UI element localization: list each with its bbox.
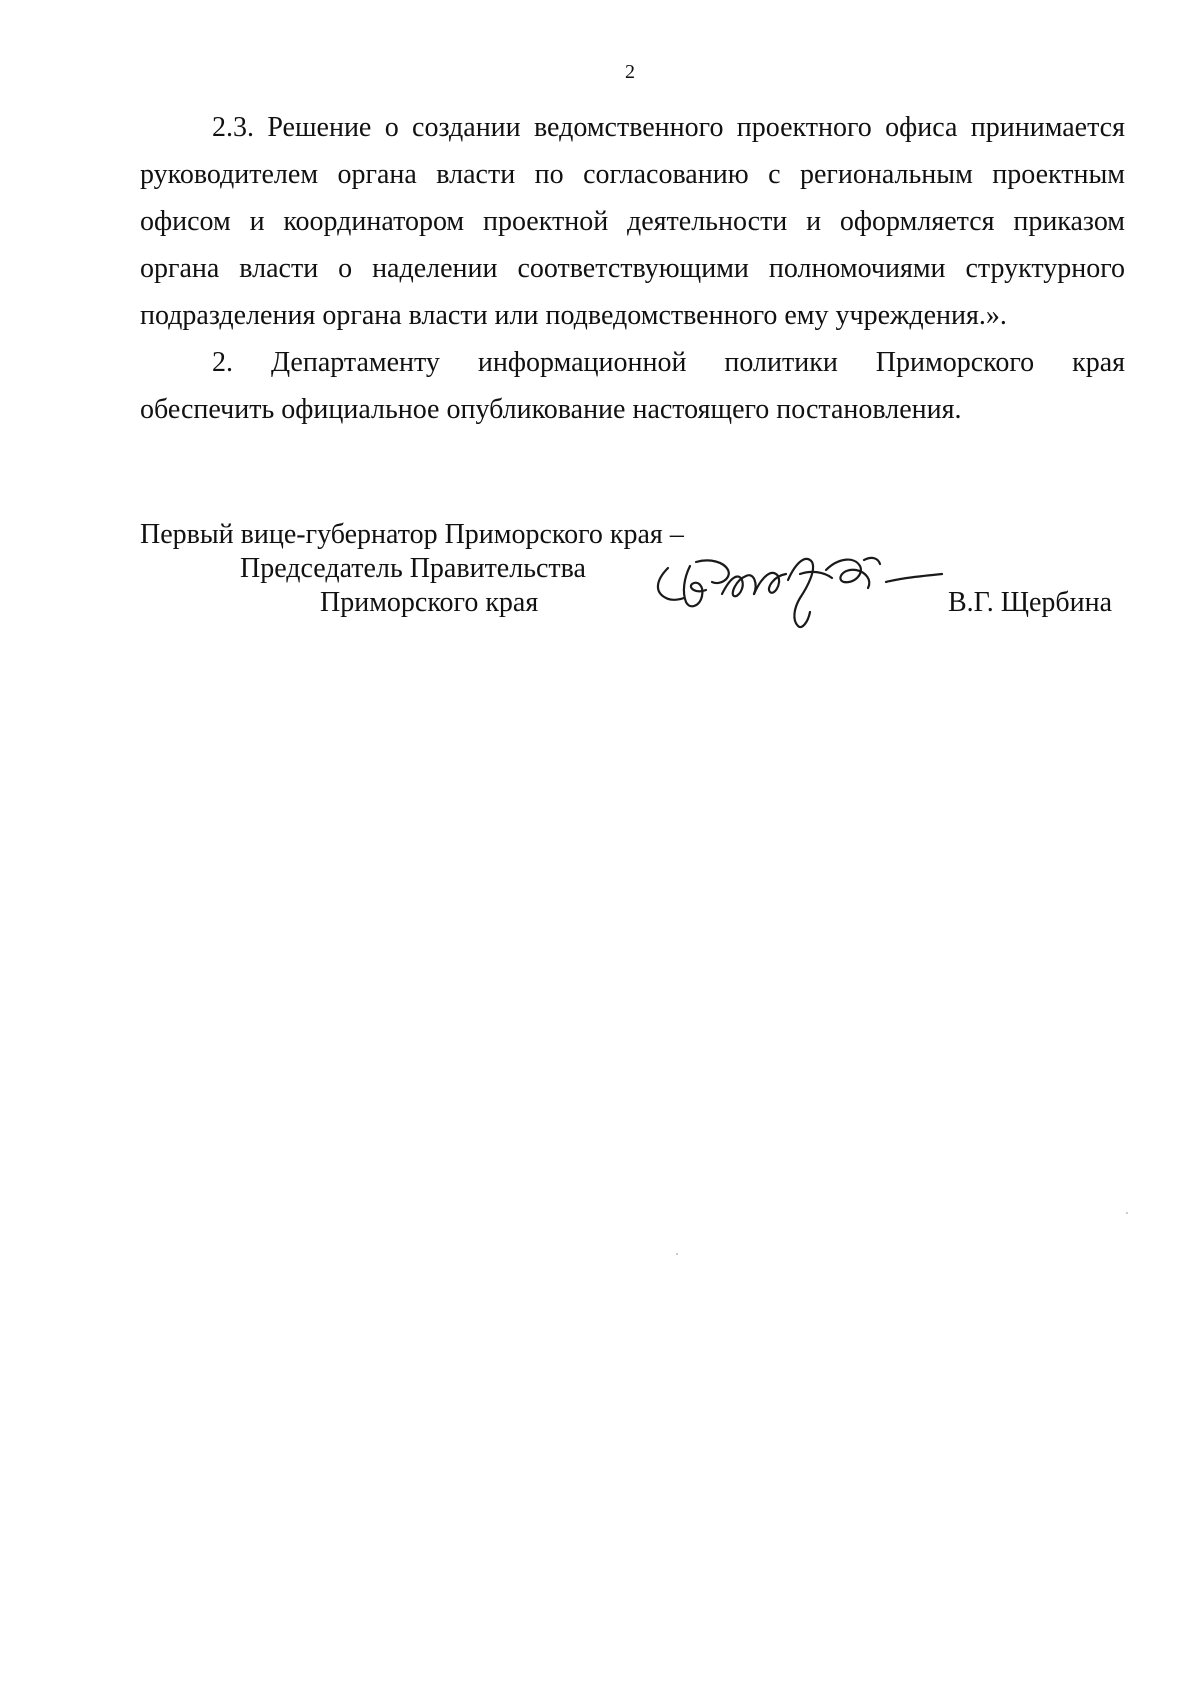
scan-speck [676,1253,678,1255]
scan-speck [1126,1212,1128,1214]
signer-title-line-2: Председатель Правительства [240,553,586,584]
signer-title-line-1: Первый вице-губернатор Приморского края – [140,519,684,550]
signer-title-line-3: Приморского края [320,587,539,618]
document-body [140,104,1125,433]
signer-name: В.Г. Щербина [948,587,1113,618]
paragraph-2-line-1: 2. Департаменту информационной политики Приморского края [212,347,1125,378]
paragraph-2 [140,339,1125,433]
signature-block [140,518,1125,628]
handwritten-signature-icon [650,540,950,640]
page-number: 2 [625,61,635,83]
paragraph-2-line-2: обеспечить официальное опубликование настоящего постановления. [140,394,962,425]
paragraph-2-3: 2.3. Решение о создании ведомственного проектного офиса принимается руководителем органа власти по согласованию с региональным проектным офисом и координатором проектной деятельности и оформляется приказом органа власти о наделении соответствующими полномочиями структурного подразделения органа власти или подведомственного ему учреждения.». [140,112,1125,331]
